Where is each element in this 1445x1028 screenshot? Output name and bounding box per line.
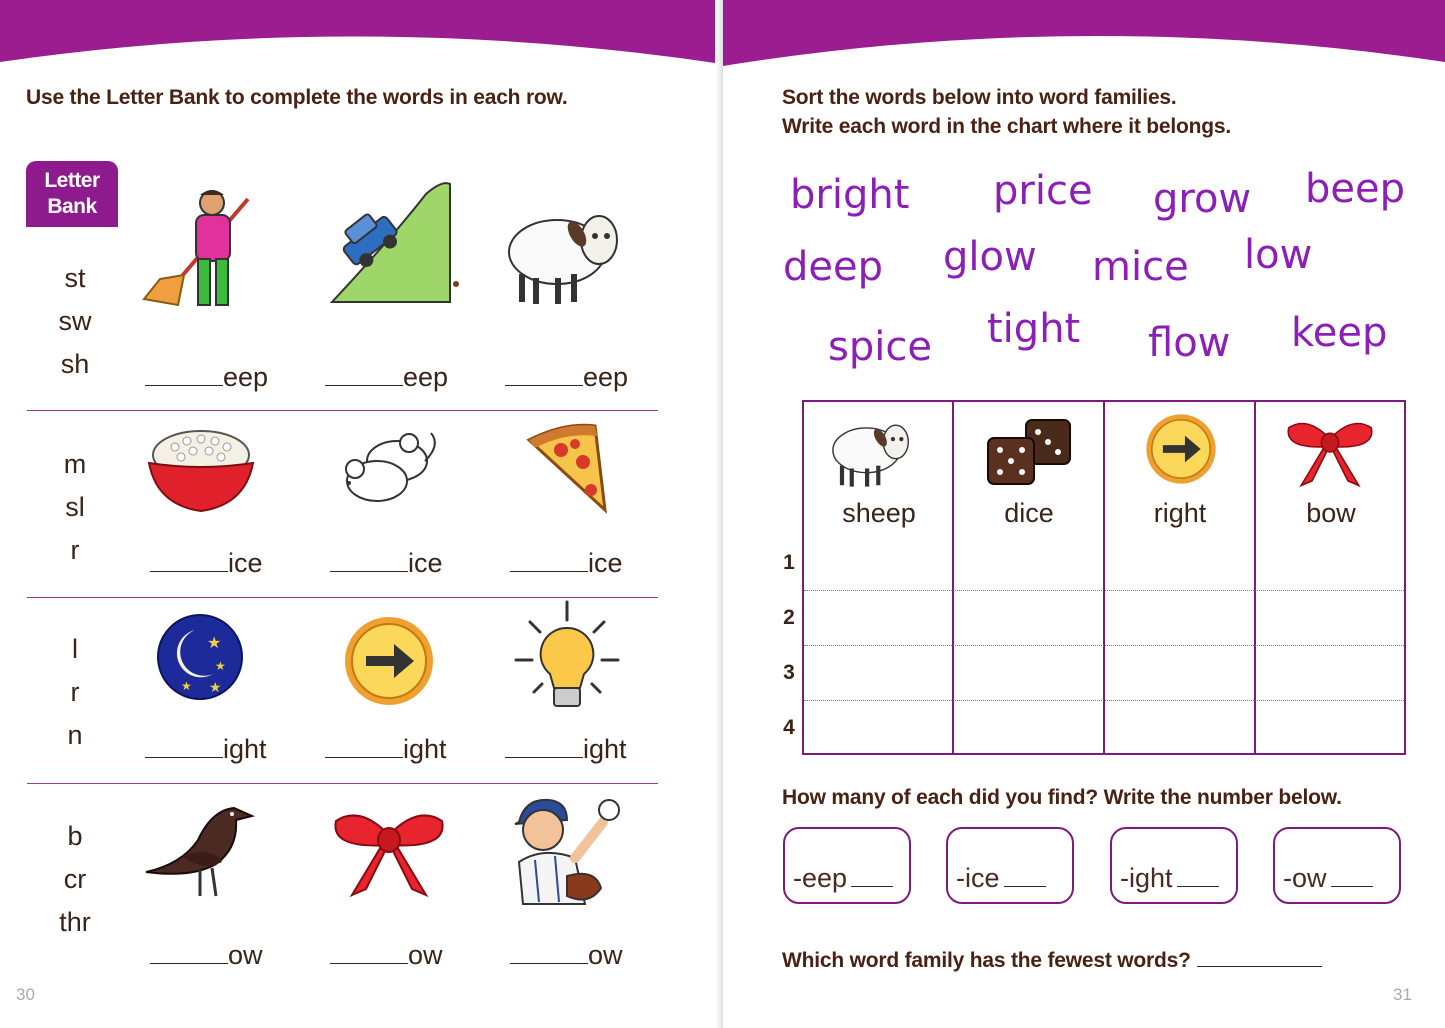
- blank-row1-c[interactable]: eep: [505, 362, 628, 393]
- letter-bank-row-3: l r n: [67, 634, 83, 750]
- word-grow: grow: [1153, 176, 1252, 222]
- word-glow: glow: [943, 234, 1037, 280]
- fewest-question: Which word family has the fewest words?: [782, 946, 1322, 975]
- count-question: How many of each did you find? Write the number below.: [782, 786, 1342, 809]
- count-box-eep[interactable]: -eep: [783, 827, 911, 904]
- letter-bank-badge: Letter Bank: [26, 161, 118, 227]
- count-box-ight[interactable]: -ight: [1110, 827, 1238, 904]
- word-beep: beep: [1305, 166, 1405, 212]
- letter-bank-row-4: b cr thr: [59, 821, 91, 937]
- pizza-slice-icon: [525, 420, 609, 514]
- letter-bank-row-1: st sw sh: [58, 263, 92, 379]
- top-banner-right: [723, 0, 1445, 70]
- bow-ribbon-icon: [1284, 414, 1376, 490]
- chart-row-number-1: 1: [783, 551, 795, 574]
- right-page: [723, 0, 1445, 1028]
- row-divider: [27, 783, 658, 784]
- word-low: low: [1244, 232, 1313, 278]
- right-instruction: Sort the words below into word families. Write each word in the chart where it belongs.: [782, 86, 1231, 138]
- crow-bird-icon: [142, 800, 258, 900]
- top-banner-left: [0, 0, 722, 70]
- right-arrow-icon: [1144, 412, 1218, 486]
- chart-row-number-2: 2: [783, 606, 795, 629]
- car-uphill-icon: [330, 180, 462, 310]
- rice-bowl-icon: [145, 425, 257, 517]
- svg-text:★: ★: [181, 679, 192, 693]
- light-bulb-icon: [512, 600, 622, 716]
- blank-row1-a[interactable]: eep: [145, 362, 268, 393]
- sheep-icon: [505, 200, 625, 306]
- svg-text:★: ★: [207, 635, 222, 652]
- blank-row4-a[interactable]: ow: [150, 940, 263, 971]
- bow-ribbon-icon: [330, 805, 448, 899]
- chart-header-dice: dice: [1004, 498, 1054, 528]
- right-arrow-icon: [342, 614, 436, 708]
- blank-row2-b[interactable]: ice: [330, 548, 443, 579]
- word-tight: tight: [987, 306, 1081, 352]
- fewest-answer-line[interactable]: [1197, 947, 1322, 967]
- sheep-icon: [829, 414, 915, 488]
- word-spice: spice: [828, 324, 932, 370]
- word-price: price: [993, 168, 1093, 214]
- dice-icon: [984, 416, 1078, 488]
- word-family-chart: [802, 400, 1406, 755]
- svg-text:★: ★: [215, 659, 226, 673]
- blank-row3-a[interactable]: ight: [145, 734, 267, 765]
- letter-bank-row-2: m sl r: [63, 449, 87, 565]
- baseball-thrower-icon: [505, 792, 629, 908]
- left-instruction: Use the Letter Bank to complete the words in each row.: [26, 86, 568, 109]
- row-divider: [27, 597, 658, 598]
- word-bright: bright: [790, 172, 910, 218]
- blank-row3-b[interactable]: ight: [325, 734, 447, 765]
- blank-row1-b[interactable]: eep: [325, 362, 448, 393]
- left-page: [0, 0, 722, 1028]
- blank-row2-c[interactable]: ice: [510, 548, 623, 579]
- chart-row-number-4: 4: [783, 716, 795, 739]
- blank-row4-c[interactable]: ow: [510, 940, 623, 971]
- count-box-ice[interactable]: -ice: [946, 827, 1074, 904]
- blank-row3-c[interactable]: ight: [505, 734, 627, 765]
- night-moon-icon: [155, 612, 245, 702]
- count-box-ow[interactable]: -ow: [1273, 827, 1401, 904]
- word-mice: mice: [1092, 244, 1189, 290]
- broom-sweeper-icon: [140, 185, 260, 313]
- chart-header-right: right: [1153, 498, 1207, 528]
- chart-header-sheep: sheep: [842, 498, 916, 528]
- page-number-left: 30: [16, 985, 35, 1004]
- row-divider: [27, 410, 658, 411]
- word-deep: deep: [783, 244, 883, 290]
- chart-header-bow: bow: [1306, 498, 1356, 528]
- blank-row2-a[interactable]: ice: [150, 548, 263, 579]
- word-keep: keep: [1291, 310, 1388, 356]
- mice-icon: [335, 425, 443, 513]
- page-number-right: 31: [1393, 985, 1412, 1004]
- svg-text:★: ★: [209, 679, 222, 695]
- blank-row4-b[interactable]: ow: [330, 940, 443, 971]
- chart-row-number-3: 3: [783, 661, 795, 684]
- word-flow: flow: [1148, 320, 1231, 366]
